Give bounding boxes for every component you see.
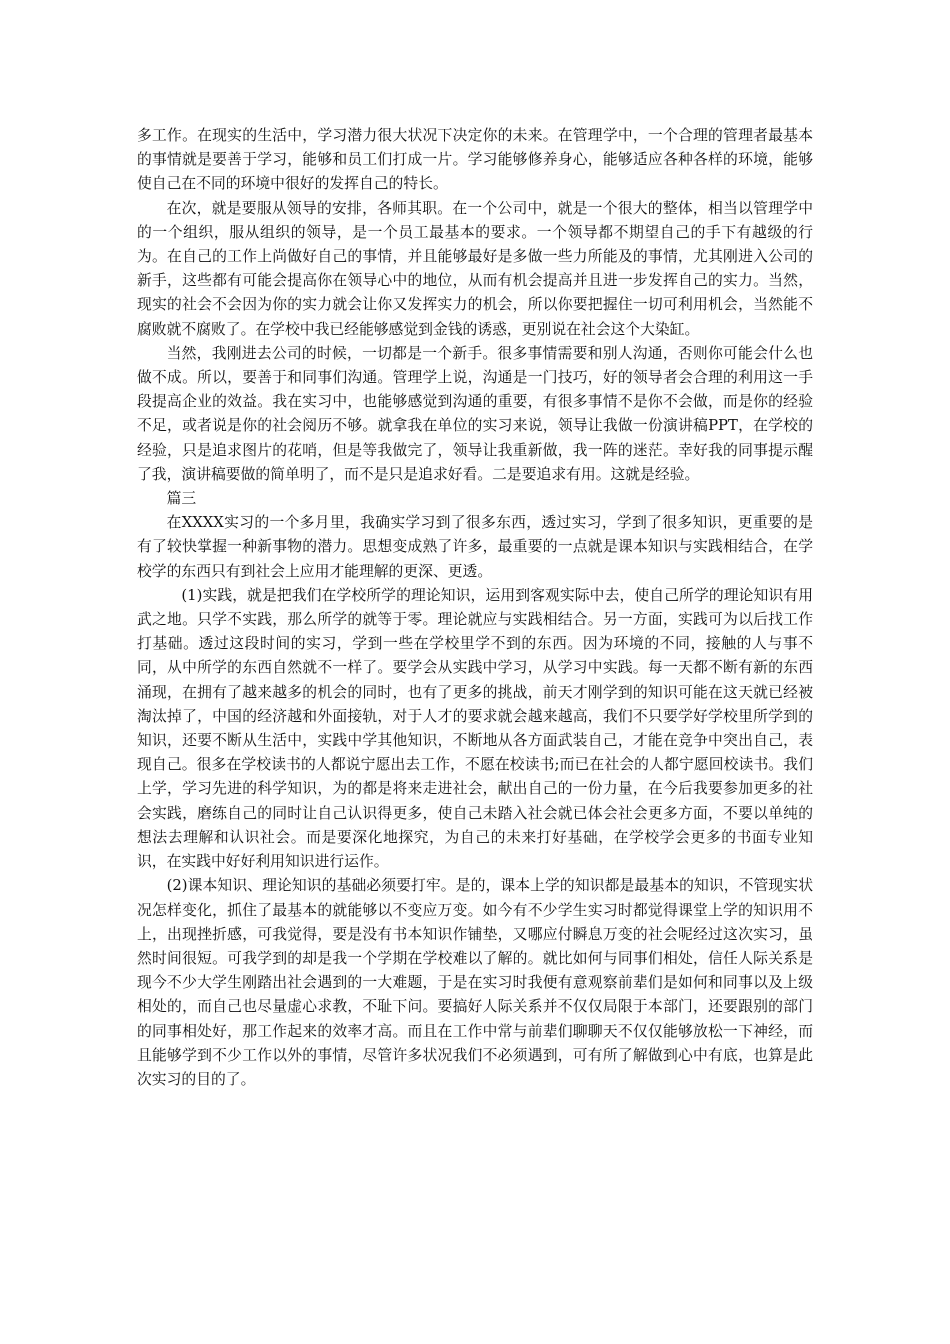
- section-heading-part-three: 篇三: [166, 490, 197, 508]
- paragraph-communication: 当然，我刚进去公司的时候，一切都是一个新手。很多事情需要和别人沟通，否则你可能会什么也做不成。所以，要善于和同事们沟通。管理学上说，沟通是一门技巧，好的领导者会合理的利用这一手段提高企业的效益。我在实习中，也能够感觉到沟通的重要，有很多事情不是你不会做，而是你的经验不足，或者说是你的社会阅历不够。就拿我在单位的实习来说，领导让我做一份演讲稿PPT，在学校的经验，只是追求图片的花哨，但是等我做完了，领导让我重新做，我一阵的迷茫。幸好我的同事提示醒了我，演讲稿要做的简单明了，而不是只是追求好看。二是要追求有用。这就是经验。: [137, 344, 813, 483]
- paragraph-continuation: 多工作。在现实的生活中，学习潜力很大状况下决定你的未来。在管理学中，一个合理的管理者最基本的事情就是要善于学习，能够和员工们打成一片。学习能够修养身心，能够适应各种各样的环境，能够使自己在不同的环境中很好的发挥自己的特长。: [137, 127, 813, 193]
- document-page: [137, 124, 813, 1092]
- paragraph-internship-intro: 在XXXX实习的一个多月里，我确实学习到了很多东西，透过实习，学到了很多知识，更重要的是有了较快掌握一种新事物的潜力。思想变成熟了许多，最重要的一点就是课本知识与实践相结合，在学校学的东西只有到社会上应用才能理解的更深、更透。: [137, 514, 813, 580]
- paragraph-point-1-practice: (1)实践，就是把我们在学校所学的理论知识，运用到客观实际中去，使自己所学的理论知识有用武之地。只学不实践，那么所学的就等于零。理论就应与实践相结合。另一方面，实践可为以后找工作打基础。透过这段时间的实习，学到一些在学校里学不到的东西。因为环境的不同，接触的人与事不同，从中所学的东西自然就不一样了。要学会从实践中学习，从学习中实践。每一天都不断有新的东西涌现，在拥有了越来越多的机会的同时，也有了更多的挑战，前天才刚学到的知识可能在这天就已经被淘汰掉了，中国的经济越和外面接轨，对于人才的要求就会越来越高，我们不只要学好学校里所学到的知识，还要不断从生活中，实践中学其他知识，不断地从各方面武装自己，才能在竞争中突出自己，表现自己。很多在学校读书的人都说宁愿出去工作，不愿在校读书;而已在社会的人都宁愿回校读书。我们上学，学习先进的科学知识，为的都是将来走进社会，献出自己的一份力量，在今后我要参加更多的社会实践，磨练自己的同时让自己认识得更多，使自己未踏入社会就已体会社会更多方面，不要以单纯的想法去理解和认识社会。而是要深化地探究，为自己的未来打好基础，在学校学会更多的书面专业知识，在实践中好好利用知识进行运作。: [137, 586, 813, 871]
- paragraph-point-2-theory: (2)课本知识、理论知识的基础必须要打牢。是的，课本上学的知识都是最基本的知识，不管现实状况怎样变化，抓住了最基本的就能够以不变应万变。如今有不少学生实习时都觉得课堂上学的知识用不上，出现挫折感，可我觉得，要是没有书本知识作铺垫，又哪应付瞬息万变的社会呢经过这次实习，虽然时间很短。可我学到的却是我一个学期在学校难以了解的。就比如何与同事们相处，信任人际关系是现今不少大学生刚踏出社会遇到的一大难题，于是在实习时我便有意观察前辈们是如何和同事以及上级相处的，而自己也尽量虚心求教，不耻下问。要搞好人际关系并不仅仅局限于本部门，还要跟别的部门的同事相处好，那工作起来的效率才高。而且在工作中常与前辈们聊聊天不仅仅能够放松一下神经，而且能够学到不少工作以外的事情，尽管许多状况我们不必须遇到，可有所了解做到心中有底，也算是此次实习的目的了。: [137, 877, 813, 1088]
- paragraph-obey-leadership: 在次，就是要服从领导的安排，各师其职。在一个公司中，就是一个很大的整体，相当以管理学中的一个组织，服从组织的领导，是一个员工最基本的要求。一个领导都不期望自己的手下有越级的行为。在自己的工作上尚做好自己的事情，并且能够最好是多做一些力所能及的事情，尤其刚进入公司的新手，这些都有可能会提高你在领导心中的地位，从而有机会提高并且进一步发挥自己的实力。当然，现实的社会不会因为你的实力就会让你又发挥实力的机会，所以你要把握住一切可利用机会，当然能不腐败就不腐败了。在学校中我已经能够感觉到金钱的诱惑，更别说在社会这个大染缸。: [137, 199, 813, 338]
